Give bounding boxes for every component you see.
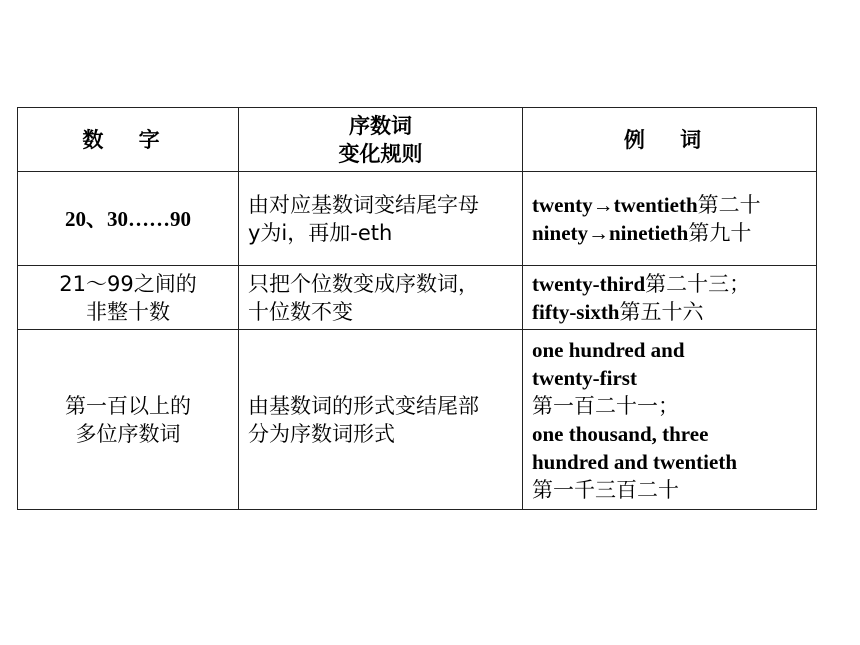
number-text: 21～99之间的	[59, 271, 197, 296]
table-row	[18, 172, 817, 266]
header-number-label: 数 字	[82, 127, 174, 152]
number-text: 非整十数	[86, 299, 170, 324]
example-english: fifty-sixth	[532, 299, 620, 324]
header-example-label: 例 词	[623, 127, 716, 152]
table-row	[18, 266, 817, 330]
example-english: ninety→ninetieth	[532, 220, 689, 245]
example-chinese: 第一千三百二十	[532, 477, 679, 502]
rule-text-line: 由对应基数词变结尾字母	[248, 192, 479, 217]
example-english: twenty-first	[532, 365, 637, 390]
rule-text-line: y为i，再加-eth	[248, 220, 393, 245]
number-cell	[18, 172, 239, 266]
example-line	[532, 191, 812, 219]
rule-text-line: 十位数不变	[248, 299, 353, 324]
example-chinese: 第五十六	[619, 299, 704, 324]
example-cell	[523, 266, 817, 330]
number-cell	[18, 266, 239, 330]
rule-cell	[239, 266, 523, 330]
number-text: 多位序数词	[75, 421, 181, 446]
table-row	[18, 330, 817, 510]
example-english: twenty-third	[532, 271, 646, 296]
example-cell	[523, 172, 817, 266]
rule-text-line: 分为序数词形式	[248, 421, 395, 446]
header-rule-line-2: 变化规则	[338, 141, 423, 166]
rule-text-line: 只把个位数变成序数词，	[248, 271, 479, 296]
example-english: hundred and twentieth	[532, 449, 737, 474]
ordinal-rules-table	[17, 107, 817, 510]
example-english: one thousand, three	[532, 421, 709, 446]
number-text: 第一百以上的	[65, 393, 191, 418]
example-line	[532, 298, 812, 326]
rule-cell	[239, 172, 523, 266]
example-line	[532, 270, 812, 298]
number-cell	[18, 330, 239, 510]
example-english: one hundred and	[532, 337, 685, 362]
rule-text-line: 由基数词的形式变结尾部	[248, 393, 479, 418]
header-rule	[239, 108, 523, 172]
example-chinese: 第二十三；	[645, 271, 751, 296]
example-english: twenty→twentieth	[532, 192, 698, 217]
rule-cell	[239, 330, 523, 510]
example-line	[532, 219, 812, 247]
example-cell	[523, 330, 817, 510]
header-example	[523, 108, 817, 172]
header-rule-line-1: 序数词	[349, 113, 412, 138]
number-text: 20、30……90	[65, 206, 191, 231]
header-number	[18, 108, 239, 172]
example-chinese: 第九十	[688, 220, 752, 245]
example-chinese: 第二十	[697, 192, 761, 217]
table-header-row	[18, 108, 817, 172]
ordinal-rules-table-container	[17, 107, 817, 510]
example-chinese: 第一百二十一；	[532, 393, 679, 418]
